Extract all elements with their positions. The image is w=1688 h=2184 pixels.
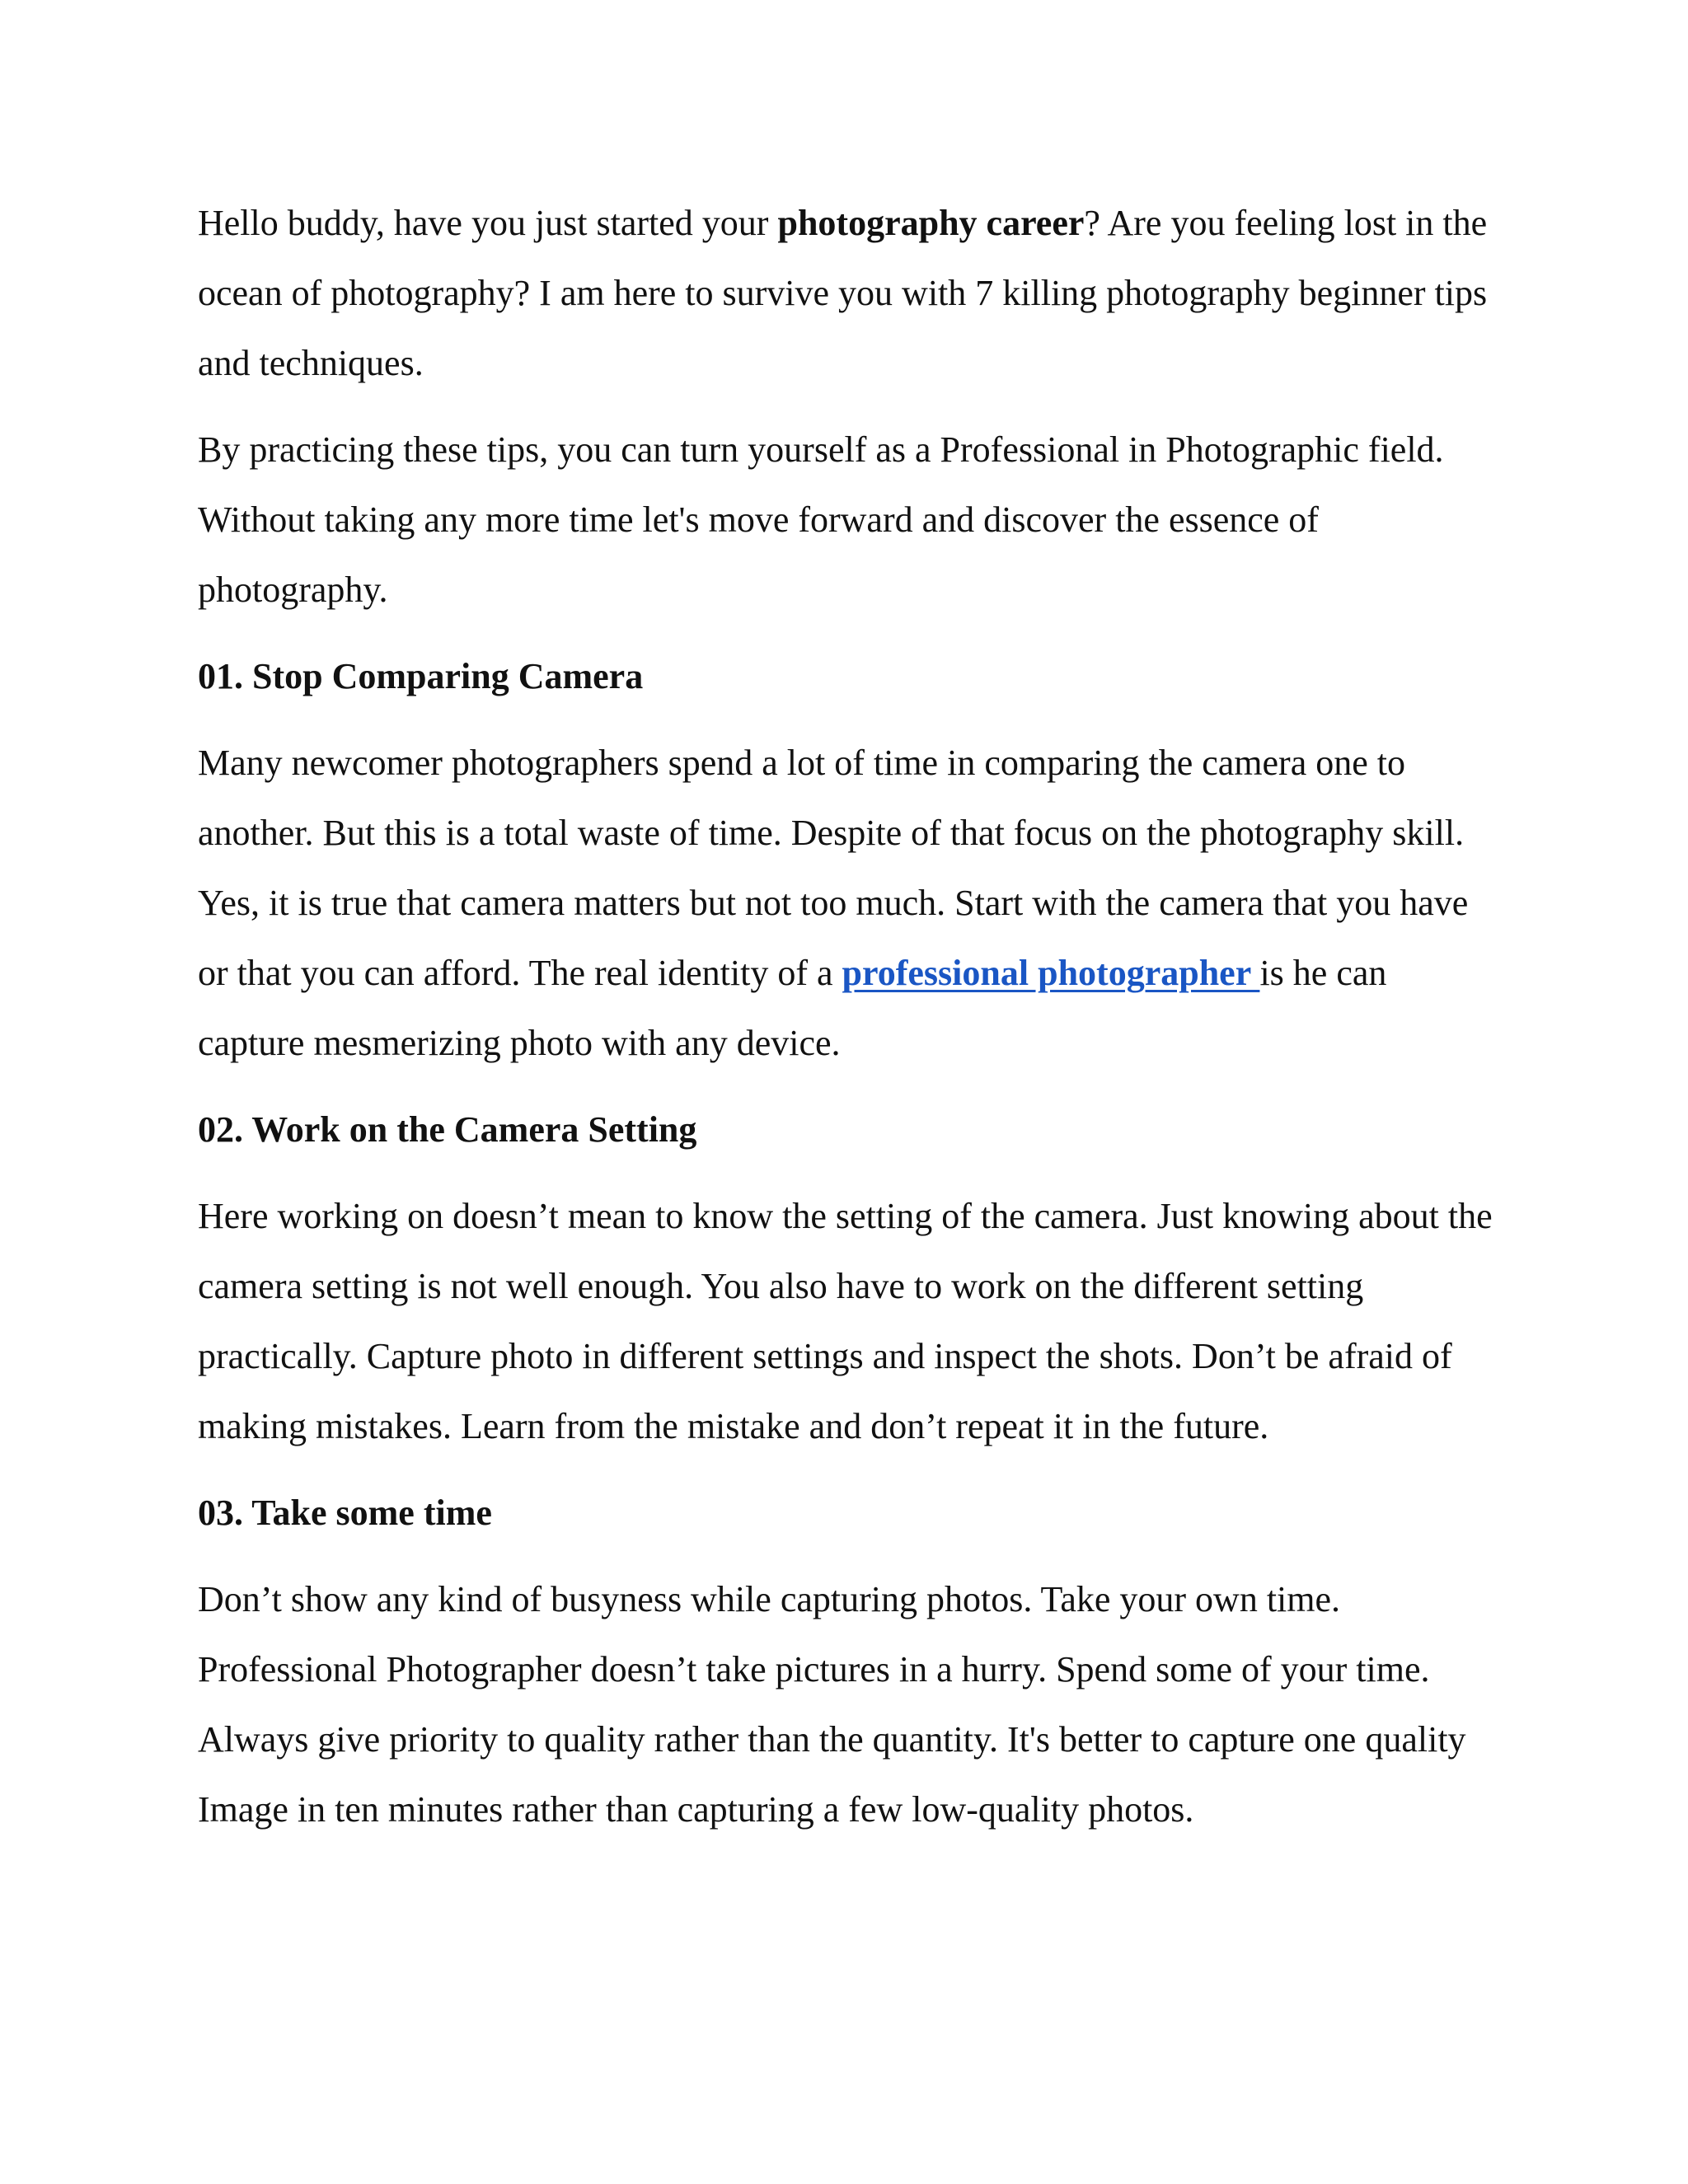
section-3-body: Don’t show any kind of busyness while capturing photos. Take your own time. Professional Photographer doesn’t take pictures in a hurry. Spend some of your time. Always give priority to quality rather than the quantity. It's better to capture one quality Image in ten minutes rather than capturing a few low-quality photos.: [198, 1579, 1466, 1830]
section-3-heading: 03. Take some time: [198, 1493, 492, 1533]
intro-text-2: ? Are you feeling lost in the ocean of photography? I am here to survive you with 7 killing photography beginner tips and techniques.: [198, 203, 1488, 383]
section-1-text-2: is he can capture mesmerizing photo with any device.: [198, 953, 1387, 1063]
section-2-heading: 02. Work on the Camera Setting: [198, 1109, 697, 1150]
intro-paragraph-1: [198, 188, 1500, 398]
section-2-body: Here working on doesn’t mean to know the setting of the camera. Just knowing about the camera setting is not well enough. You also have to work on the different setting practically. Capture photo in different settings and inspect the shots. Don’t be afraid of making mistakes. Learn from the mistake and don’t repeat it in the future.: [198, 1196, 1493, 1446]
section-1-heading: 01. Stop Comparing Camera: [198, 656, 644, 696]
intro-paragraph-2: By practicing these tips, you can turn yourself as a Professional in Photographic field. Without taking any more time let's move forward and discover the essence of photography.: [198, 429, 1444, 610]
intro-bold-phrase: photography career: [777, 203, 1085, 243]
professional-photographer-link[interactable]: professional photographer: [842, 953, 1260, 993]
section-1-text-1: Many newcomer photographers spend a lot of time in comparing the camera one to another. But this is a total waste of time. Despite of that focus on the photography skill. Yes, it is true that camera matters but not too much. Start with the camera that you have or that you can afford. The real identity of a: [198, 743, 1469, 993]
intro-text-1: Hello buddy, have you just started your: [198, 203, 778, 243]
section-1-body: [198, 728, 1500, 1078]
document-body: [198, 188, 1500, 1861]
